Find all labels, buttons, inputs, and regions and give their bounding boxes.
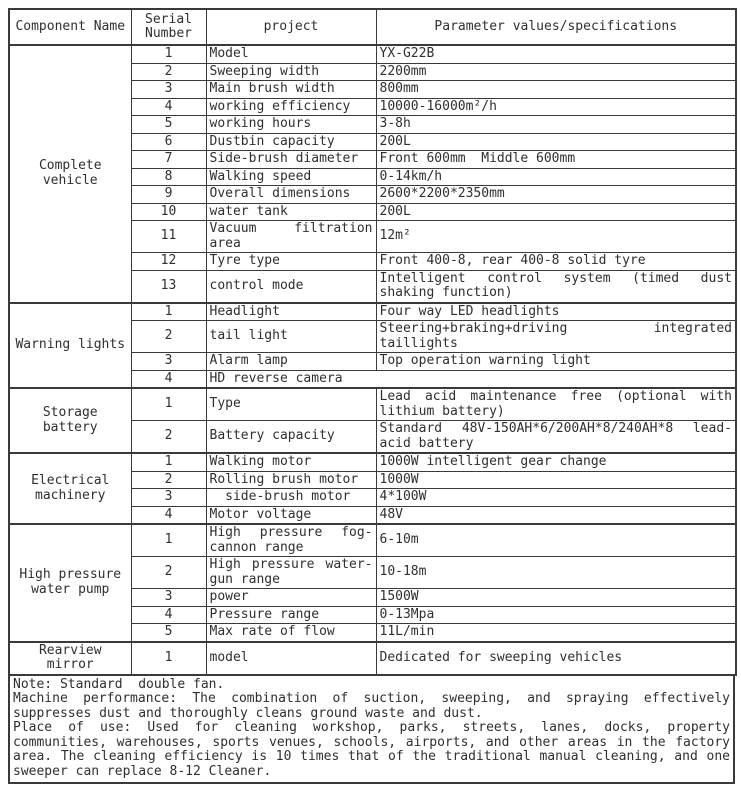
project-cell: Walking speed [206,168,376,186]
serial-number-cell: 5 [131,116,206,134]
project-cell: Max rate of flow [206,624,376,642]
header-project: project [206,9,376,45]
project-cell: Walking motor [206,453,376,471]
header-component-name: Component Name [9,9,131,45]
serial-number-cell: 1 [131,642,206,675]
project-cell: Overall dimensions [206,186,376,204]
project-cell: Motor voltage [206,506,376,524]
parameter-value-cell: Four way LED headlights [376,303,736,321]
project-cell: Tyre type [206,253,376,271]
parameter-value-cell: 2600*2200*2350mm [376,186,736,204]
project-cell: control mode [206,270,376,303]
parameter-value-cell: Intelligent control system (timed dust shaking function) [376,270,736,303]
parameter-value-cell: Steering+braking+driving integrated taillights [376,321,736,353]
parameter-value-cell: 11L/min [376,624,736,642]
project-cell: Main brush width [206,81,376,99]
parameter-value-cell: 48V [376,506,736,524]
parameter-value-cell: 2200mm [376,63,736,81]
serial-number-cell: 1 [131,45,206,63]
spec-row [9,524,736,557]
spec-row [9,45,736,63]
serial-number-cell: 8 [131,168,206,186]
header-row [9,9,736,45]
project-cell: Alarm lamp [206,353,376,371]
project-cell: High pressure fog-cannon range [206,524,376,557]
parameter-value-cell: 0-13Mpa [376,606,736,624]
serial-number-cell: 7 [131,151,206,169]
parameter-value-cell: Top operation warning light [376,353,736,371]
serial-number-cell: 9 [131,186,206,204]
serial-number-cell: 1 [131,303,206,321]
parameter-value-cell: Standard 48V-150AH*6/200AH*8/240AH*8 lead-acid battery [376,421,736,454]
parameter-value-cell: Front 400-8, rear 400-8 solid tyre [376,253,736,271]
spec-row [9,453,736,471]
serial-number-cell: 2 [131,321,206,353]
serial-number-cell: 4 [131,98,206,116]
spec-row [9,303,736,321]
serial-number-cell: 11 [131,221,206,253]
project-cell: Model [206,45,376,63]
project-cell: Type [206,388,376,421]
project-cell: Vacuum filtration area [206,221,376,253]
serial-number-cell: 4 [131,370,206,388]
project-cell: Rolling brush motor [206,471,376,489]
component-name-cell: High pressure water pump [9,524,131,642]
serial-number-cell: 4 [131,506,206,524]
parameter-value-cell: 4*100W [376,489,736,507]
project-cell: Dustbin capacity [206,133,376,151]
project-cell: Battery capacity [206,421,376,454]
serial-number-cell: 3 [131,489,206,507]
project-cell: HD reverse camera [206,370,736,388]
project-cell: Headlight [206,303,376,321]
parameter-value-cell: Front 600mm Middle 600mm [376,151,736,169]
component-name-cell: Warning lights [9,303,131,389]
project-cell: working efficiency [206,98,376,116]
spec-table [8,8,737,676]
parameter-value-cell: 200L [376,203,736,221]
component-name-cell: Rearview mirror [9,642,131,675]
project-cell: High pressure water-gun range [206,557,376,589]
serial-number-cell: 3 [131,589,206,607]
header-serial-number: Serial Number [131,9,206,45]
serial-number-cell: 3 [131,81,206,99]
serial-number-cell: 10 [131,203,206,221]
project-cell: model [206,642,376,675]
note-place-of-use: Place of use: Used for cleaning workshop, parks, streets, lanes, docks, property communities, warehouses, sports venues, schools, airports, and other areas in the factory area. The cleaning efficiency is 10 times that of the traditional manual cleaning, and one sweeper can replace 8-12 Cleaner. [13,720,730,779]
parameter-value-cell: 3-8h [376,116,736,134]
project-cell: power [206,589,376,607]
note-standard-fan: Note: Standard double fan. [13,676,225,692]
note-machine-performance: Machine performance: The combination of suction, sweeping, and spraying effectively suppresses dust and thoroughly cleans ground waste and dust. [13,691,730,721]
component-name-cell: Storage battery [9,388,131,453]
serial-number-cell: 4 [131,606,206,624]
parameter-value-cell: YX-G22B [376,45,736,63]
project-cell: side-brush motor [206,489,376,507]
project-cell: Sweeping width [206,63,376,81]
serial-number-cell: 12 [131,253,206,271]
spec-row [9,642,736,675]
serial-number-cell: 13 [131,270,206,303]
serial-number-cell: 1 [131,524,206,557]
parameter-value-cell: 1000W [376,471,736,489]
parameter-value-cell: 1500W [376,589,736,607]
project-cell: Side-brush diameter [206,151,376,169]
parameter-value-cell: Dedicated for sweeping vehicles [376,642,736,675]
parameter-value-cell: 1000W intelligent gear change [376,453,736,471]
serial-number-cell: 5 [131,624,206,642]
parameter-value-cell: Lead acid maintenance free (optional with lithium battery) [376,388,736,421]
parameter-value-cell: 10-18m [376,557,736,589]
header-parameter-values: Parameter values/specifications [376,9,736,45]
serial-number-cell: 3 [131,353,206,371]
serial-number-cell: 6 [131,133,206,151]
serial-number-cell: 2 [131,557,206,589]
spec-row [9,388,736,421]
serial-number-cell: 1 [131,453,206,471]
parameter-value-cell: 200L [376,133,736,151]
serial-number-cell: 2 [131,63,206,81]
serial-number-cell: 2 [131,421,206,454]
project-cell: tail light [206,321,376,353]
parameter-value-cell: 800mm [376,81,736,99]
project-cell: Pressure range [206,606,376,624]
notes-section [8,676,735,785]
component-name-cell: Electrical machinery [9,453,131,524]
spec-sheet [8,8,735,784]
serial-number-cell: 2 [131,471,206,489]
parameter-value-cell: 6-10m [376,524,736,557]
parameter-value-cell: 12m² [376,221,736,253]
project-cell: working hours [206,116,376,134]
parameter-value-cell: 10000-16000m²/h [376,98,736,116]
component-name-cell: Complete vehicle [9,45,131,303]
parameter-value-cell: 0-14km/h [376,168,736,186]
serial-number-cell: 1 [131,388,206,421]
project-cell: water tank [206,203,376,221]
